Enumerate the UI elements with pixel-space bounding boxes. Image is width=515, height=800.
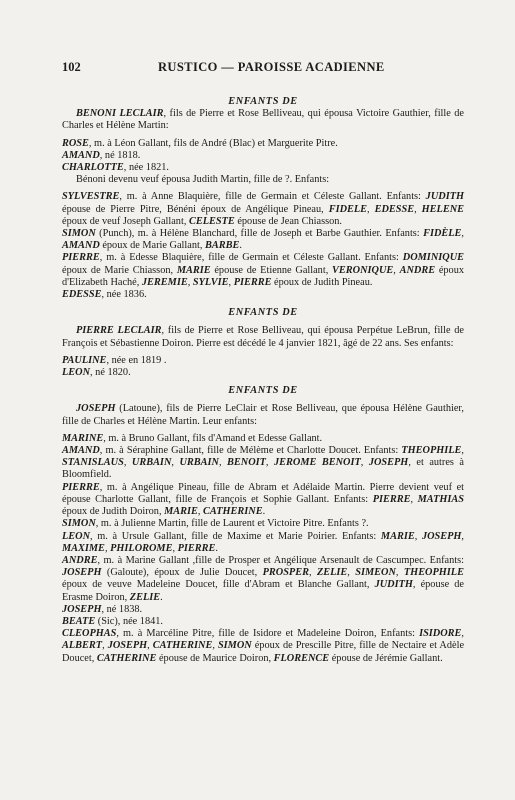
entry-paragraph: CLEOPHAS, m. à Marcéline Pitre, fille de Isidore et Madeleine Doiron, Enfants: ISIDORE, ALBERT, JOSEPH, CATHERINE, SIMON époux de Prescille Pitre, fille de Nectaire et Adèle Doucet, CATHERINE épouse de Maurice Doiron, FLORENCE épouse de Jérémie Gallant.	[62, 628, 465, 664]
entry-paragraph: JOSEPH, né 1838.	[62, 603, 143, 615]
page-header	[62, 60, 462, 76]
entry-paragraph: BEATE (Sic), née 1841.	[62, 615, 163, 627]
entry-paragraph: SIMON, m. à Julienne Martin, fille de Laurent et Victoire Pitre. Enfants ?.	[62, 518, 369, 530]
running-title: RUSTICO — PAROISSE ACADIENNE	[158, 60, 385, 74]
entry-paragraph: MARINE, m. à Bruno Gallant, fils d'Amand et Edesse Gallant.	[62, 432, 323, 444]
entry-paragraph: EDESSE, née 1836.	[62, 289, 147, 301]
entry-paragraph: CHARLOTTE, née 1821.	[62, 162, 169, 174]
entry-paragraph: SYLVESTRE, m. à Anne Blaquière, fille de Germain et Céleste Gallant. Enfants: JUDITH épouse de Pierre Pitre, Bénéni époux de Angélique Pineau, FIDELE, EDESSE, HELENE époux de veuf Joseph Gallant, CELESTE épouse de Jean Chiasson.	[62, 191, 465, 227]
entry-paragraph: SIMON (Punch), m. à Hélène Blanchard, fille de Joseph et Barbe Gauthier. Enfants: FIDÈLE, AMAND époux de Marie Gallant, BARBE.	[62, 228, 464, 252]
entry-paragraph: AMAND, m. à Séraphine Gallant, fille de Mélème et Charlotte Doucet. Enfants: THEOPHILE, STANISLAUS, URBAIN, URBAIN, BENOIT, JEROME BENOIT, JOSEPH, et autres à Bloomfield.	[62, 445, 464, 481]
section-heading: ENFANTS DE	[228, 96, 298, 107]
entry-paragraph: BENONI LECLAIR, fils de Pierre et Rose Belliveau, qui épousa Victoire Gauthier, fille de Charles et Hélène Martin:	[62, 108, 464, 132]
entry-paragraph: PIERRE, m. à Edesse Blaquière, fille de Germain et Céleste Gallant. Enfants: DOMINIQUE époux de Marie Chiasson, MARIE épouse de Etienne Gallant, VERONIQUE, ANDRE époux d'Elizabeth Haché, JEREMIE, SYLVIE, PIERRE époux de Judith Pineau.	[62, 252, 464, 288]
entry-paragraph: ROSE, m. à Léon Gallant, fils de André (Blac) et Marguerite Pitre.	[62, 137, 338, 149]
entry-paragraph: LEON, m. à Ursule Gallant, fille de Maxime et Marie Poirier. Enfants: MARIE, JOSEPH, MAXIME, PHILOROME, PIERRE.	[62, 530, 464, 554]
entry-paragraph: PIERRE, m. à Angélique Pineau, fille de Abram et Adélaide Martin. Pierre devient veuf et épouse Charlotte Gallant, fille de François et Sophie Gallant. Enfants: PIERRE, MATHIAS époux de Judith Doiron, MARIE, CATHERINE.	[62, 481, 464, 518]
section-heading: ENFANTS DE	[228, 307, 298, 319]
entry-paragraph: AMAND, né 1818.	[62, 149, 141, 161]
entry-paragraph: PAULINE, née en 1819 .	[62, 354, 167, 366]
entry-paragraph: LEON, né 1820.	[62, 367, 131, 379]
section-heading: ENFANTS DE	[228, 385, 298, 397]
genealogy-text	[62, 96, 464, 665]
entry-paragraph: PIERRE LECLAIR, fils de Pierre et Rose Belliveau, qui épousa Perpétue LeBrun, fille de François et Sébastienne Doiron. Pierre est décédé le 4 janvier 1821, âgé de 22 ans. Ses enfants:	[62, 325, 465, 349]
entry-paragraph: JOSEPH (Latoune), fils de Pierre LeClair et Rose Belliveau, que épousa Hélène Gauthier, fille de Charles et Hélène Martin. Leur enfants:	[62, 403, 464, 427]
entry-paragraph: Bénoni devenu veuf épousa Judith Martin, fille de ?. Enfants:	[76, 174, 330, 186]
entry-paragraph: ANDRE, m. à Marine Gallant ,fille de Prosper et Angélique Arsenault de Cascumpec. Enfants: JOSEPH (Galoute), époux de Julie Doucet, PROSPER, ZELIE, SIMEON, THEOPHILE époux de veuve Madeleine Doucet, fille d'Abram et Blanche Gallant, JUDITH, épouse de Erasme Doiron, ZELIE.	[62, 554, 464, 603]
page-number: 102	[62, 60, 81, 74]
